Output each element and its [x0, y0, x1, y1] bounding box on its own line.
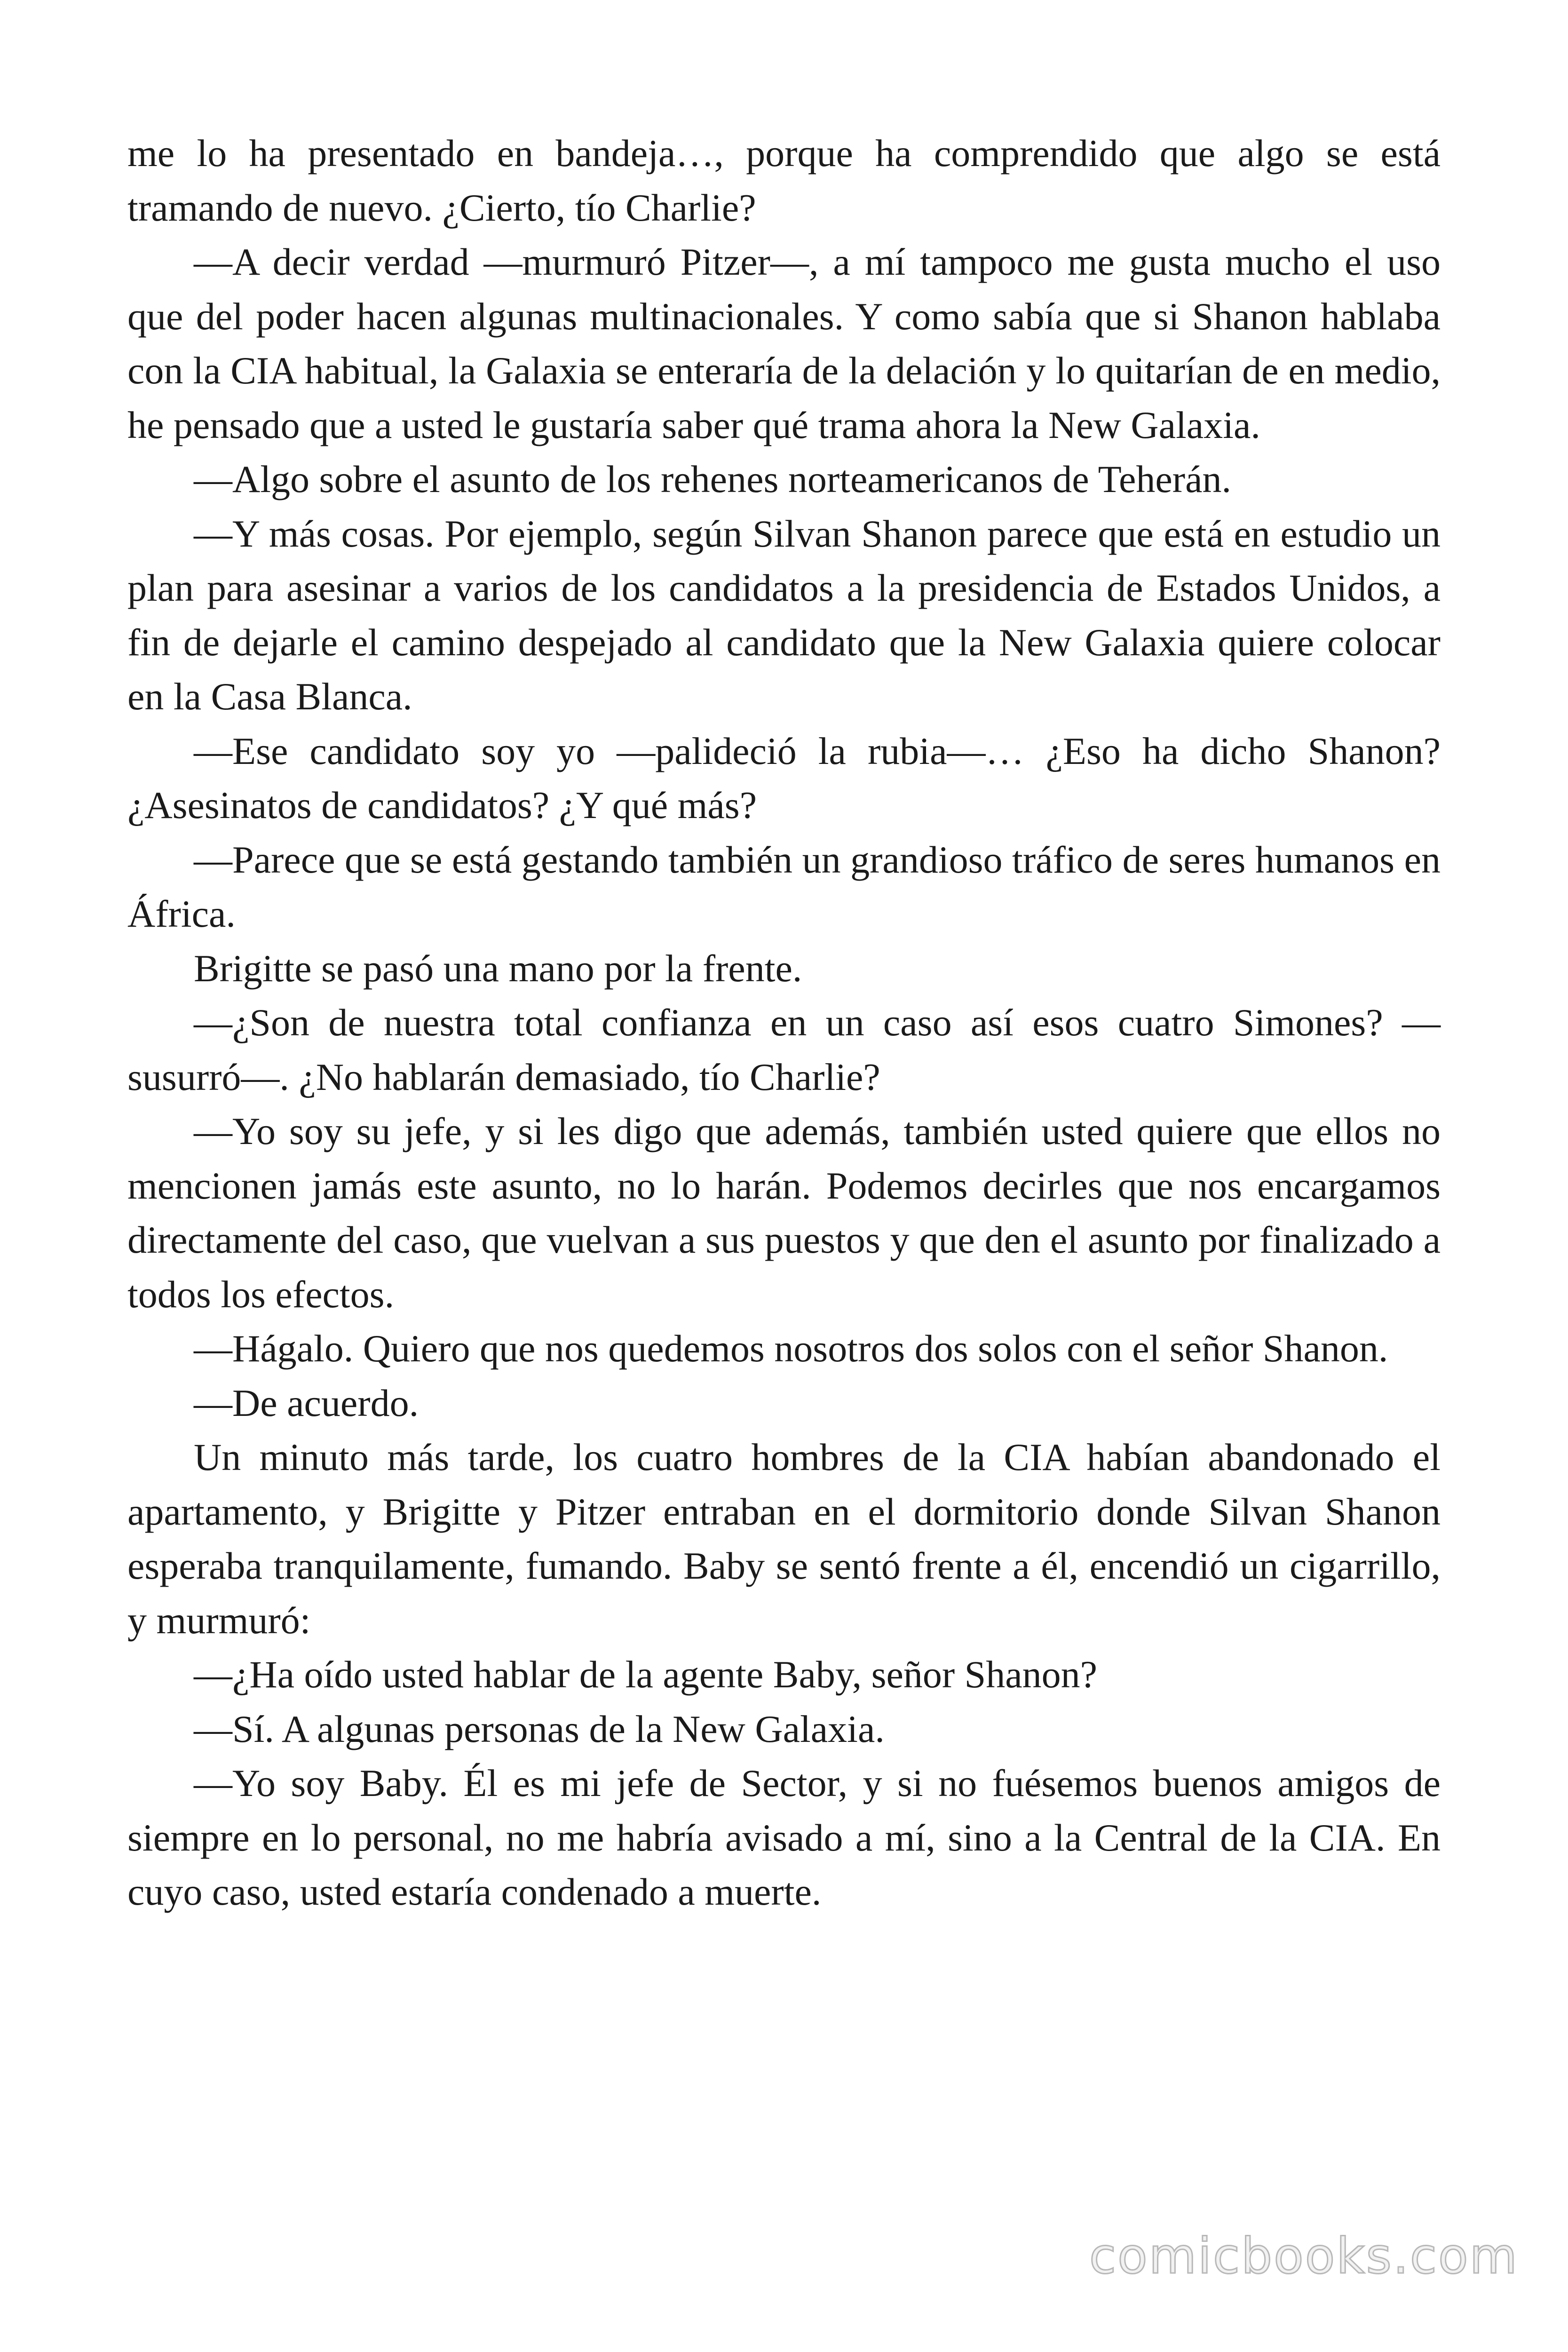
watermark-text: comicbooks.com [1089, 2227, 1519, 2285]
paragraph-dialogue: —Algo sobre el asunto de los rehenes norteamericanos de Teherán. [194, 458, 1231, 501]
paragraph-dialogue: —Ese candidato soy yo —palideció la rubia—… ¿Eso ha dicho Shanon? ¿Asesinatos de candidatos? ¿Y qué más? [127, 729, 1441, 826]
paragraph-dialogue: —De acuerdo. [194, 1381, 419, 1424]
paragraph-dialogue: —A decir verdad —murmuró Pitzer—, a mí tampoco me gusta mucho el uso que del poder hacen algunas multinacionales. Y como sabía que si Shanon hablaba con la CIA habitual, la Galaxia se enteraría de la delación y lo quitarían de en medio, he pensado que a usted le gustaría saber qué trama ahora la New Galaxia. [127, 240, 1441, 446]
paragraph-narration: Brigitte se pasó una mano por la frente. [194, 946, 802, 990]
paragraph-dialogue: —Hágalo. Quiero que nos quedemos nosotros dos solos con el señor Shanon. [194, 1327, 1388, 1370]
paragraph-dialogue: —¿Son de nuestra total confianza en un caso así esos cuatro Simones? —susurró—. ¿No hablarán demasiado, tío Charlie? [127, 1001, 1441, 1098]
paragraph-dialogue: —Sí. A algunas personas de la New Galaxia. [194, 1707, 885, 1750]
paragraph-dialogue: —Yo soy su jefe, y si les digo que además, también usted quiere que ellos no mencionen jamás este asunto, no lo harán. Podemos decirles que nos encargamos directamente del caso, que vuelvan a sus puestos y que den el asunto por finalizado a todos los efectos. [127, 1110, 1441, 1316]
paragraph-dialogue: —Y más cosas. Por ejemplo, según Silvan Shanon parece que está en estudio un plan para asesinar a varios de los candidatos a la presidencia de Estados Unidos, a fin de dejarle el camino despejado al candidato que la New Galaxia quiere colocar en la Casa Blanca. [127, 512, 1441, 718]
paragraph-dialogue: —Yo soy Baby. Él es mi jefe de Sector, y si no fuésemos buenos amigos de siempre en lo personal, no me habría avisado a mí, sino a la Central de la CIA. En cuyo caso, usted estaría condenado a muerte. [127, 1762, 1441, 1913]
book-page-text [127, 126, 1441, 1919]
paragraph-dialogue: —¿Ha oído usted hablar de la agente Baby, señor Shanon? [194, 1653, 1098, 1696]
paragraph-narration: Un minuto más tarde, los cuatro hombres de la CIA habían abandonado el apartamento, y Brigitte y Pitzer entraban en el dormitorio donde Silvan Shanon esperaba tranquilamente, fumando. Baby se sentó frente a él, encendió un cigarrillo, y murmuró: [127, 1436, 1441, 1642]
paragraph-dialogue: —Parece que se está gestando también un grandioso tráfico de seres humanos en África. [127, 838, 1441, 935]
paragraph-continuation: me lo ha presentado en bandeja…, porque ha comprendido que algo se está tramando de nuevo. ¿Cierto, tío Charlie? [127, 132, 1441, 229]
